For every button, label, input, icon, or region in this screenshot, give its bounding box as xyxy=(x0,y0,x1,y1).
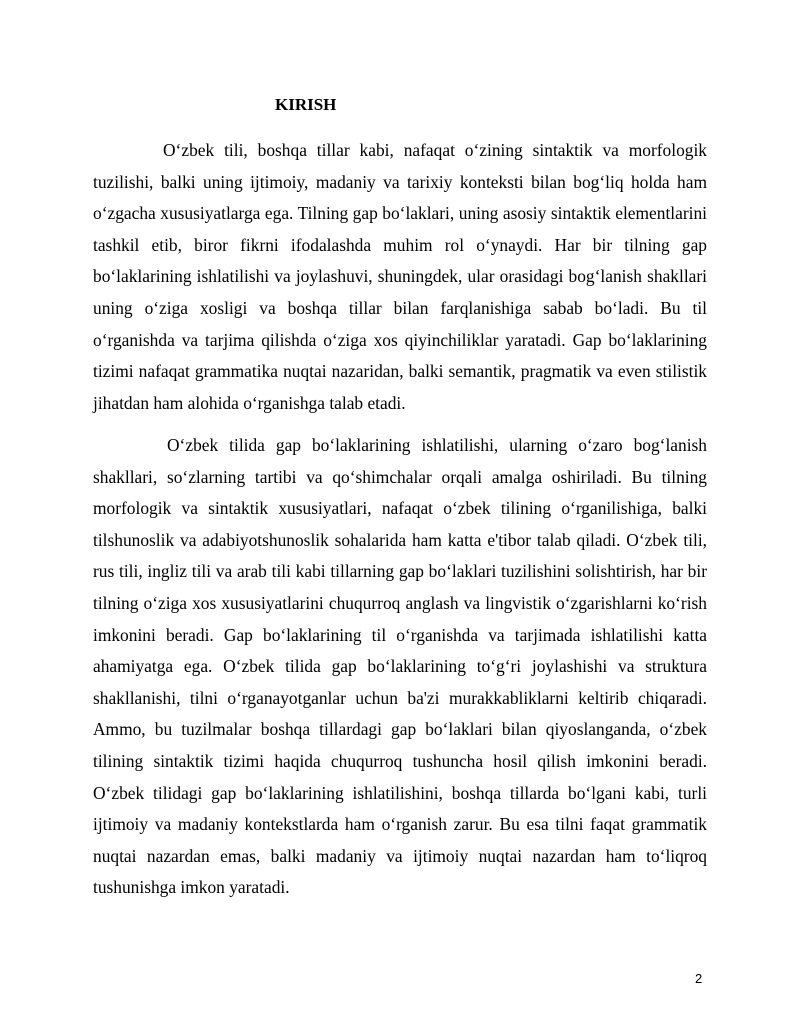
section-heading: KIRISH xyxy=(275,95,337,114)
paragraph-2: O‘zbek tilida gap bo‘laklarining ishlatilishi, ularning o‘zaro bog‘lanish shakllari, so‘zlarning tartibi va qo‘shimchalar orqali amalga oshiriladi. Bu tilning morfologik va sintaktik xususiyatlari, nafaqat o‘zbek tilining o‘rganilishiga, balki tilshunoslik va adabiyotshunoslik sohalarida ham katta e'tibor talab qiladi. O‘zbek tili, rus tili, ingliz tili va arab tili kabi tillarning gap bo‘laklari tuzilishini solishtirish, har bir tilning o‘ziga xos xususiyatlarini chuqurroq anglash va lingvistik o‘zgarishlarni ko‘rish imkonini beradi. Gap bo‘laklarining til o‘rganishda va tarjimada ishlatilishi katta ahamiyatga ega. O‘zbek tilida gap bo‘laklarining to‘g‘ri joylashishi va struktura shakllanishi, tilni o‘rganayotganlar uchun ba'zi murakkabliklarni keltirib chiqaradi. Ammo, bu tuzilmalar boshqa tillardagi gap bo‘laklari bilan qiyoslanganda, o‘zbek tilining sintaktik tizimi haqida chuqurroq tushuncha hosil qilish imkonini beradi. O‘zbek tilidagi gap bo‘laklarining ishlatilishini, boshqa tillarda bo‘lgani kabi, turli ijtimoiy va madaniy kontekstlarda ham o‘rganish zarur. Bu esa tilni faqat grammatik nuqtai nazardan emas, balki madaniy va ijtimoiy nuqtai nazardan ham to‘liqroq tushunishga imkon yaratadi. xyxy=(93,435,707,898)
page-number: 2 xyxy=(695,971,703,986)
paragraph-1: O‘zbek tili, boshqa tillar kabi, nafaqat o‘zining sintaktik va morfologik tuzilishi, balki uning ijtimoiy, madaniy va tarixiy konteksti bilan bog‘liq holda ham o‘zgacha xususiyatlarga ega. Tilning gap bo‘laklari, uning asosiy sintaktik elementlarini tashkil etib, biror fikrni ifodalashda muhim rol o‘ynaydi. Har bir tilning gap bo‘laklarining ishlatilishi va joylashuvi, shuningdek, ular orasidagi bog‘lanish shakllari uning o‘ziga xosligi va boshqa tillar bilan farqlanishiga sabab bo‘ladi. Bu til o‘rganishda va tarjima qilishda o‘ziga xos qiyinchiliklar yaratadi. Gap bo‘laklarining tizimi nafaqat grammatika nuqtai nazaridan, balki semantik, pragmatik va even stilistik jihatdan ham alohida o‘rganishga talab etadi. xyxy=(93,140,707,413)
